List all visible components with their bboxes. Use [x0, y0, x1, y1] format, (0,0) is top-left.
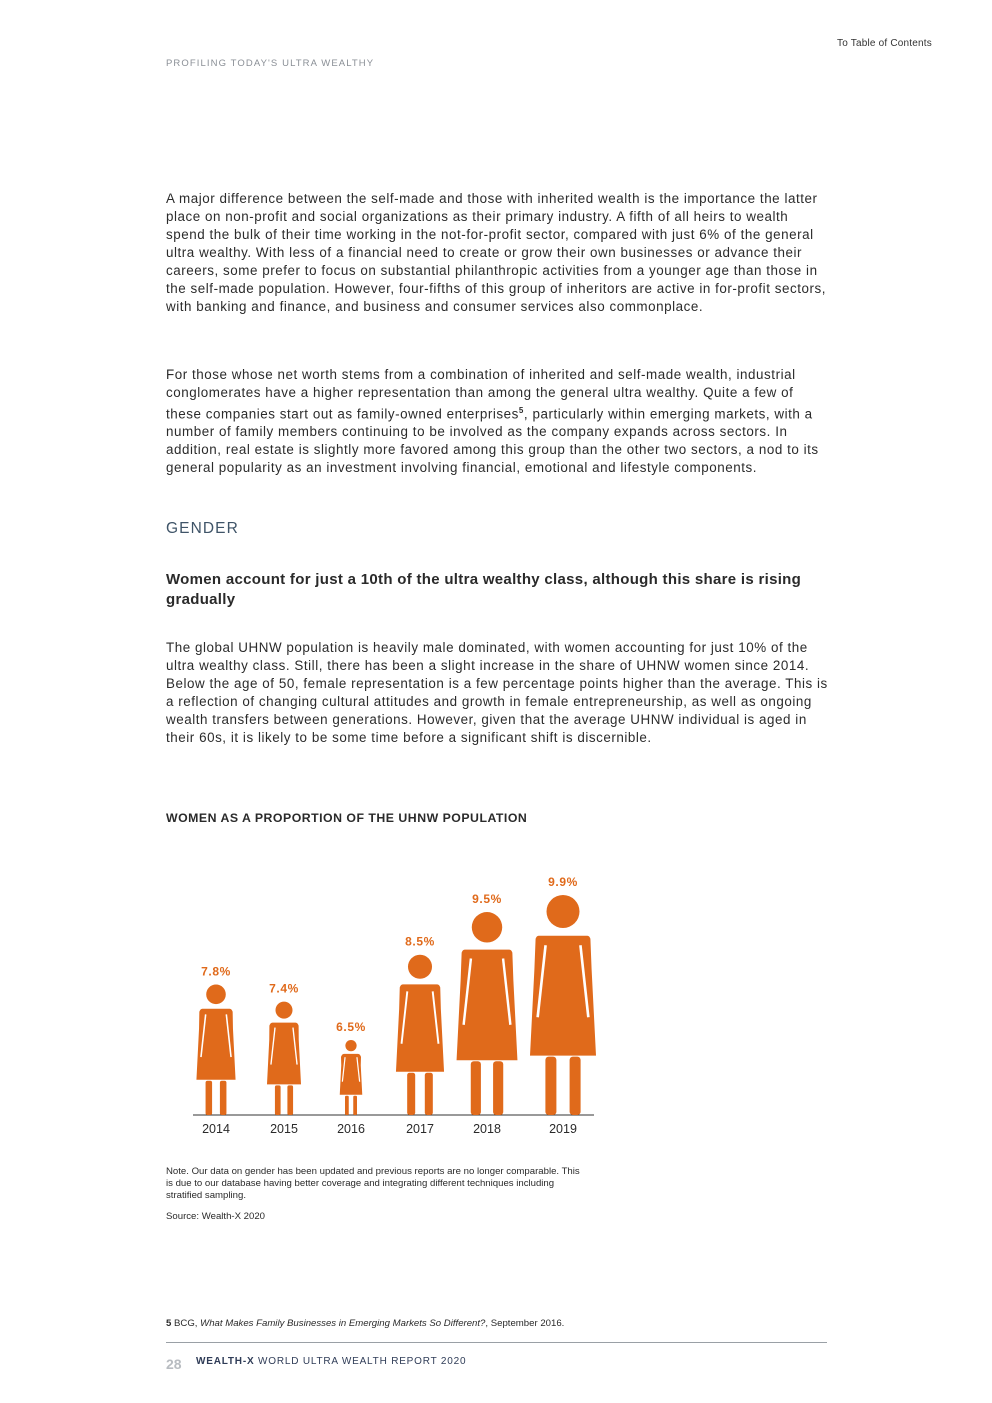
- running-header: PROFILING TODAY'S ULTRA WEALTHY: [166, 58, 375, 69]
- table-of-contents-link[interactable]: To Table of Contents: [837, 38, 932, 49]
- pictogram-leg: [471, 1061, 481, 1115]
- footnote-title: What Makes Family Businesses in Emerging Markets So Different?: [200, 1318, 486, 1329]
- body-paragraph-3: The global UHNW population is heavily male dominated, with women accounting for just 10% of the ultra wealthy class. Still, there has been a slight increase in the share of UHNW women since 2014. Below the age of 50, female representation is a few percentage points higher than the average. This is a reflection of changing cultural attitudes and growth in female entrepreneurship, as well as ongoing wealth transfers between generations. However, given that the average UHNW individual is aged in their 60s, it is likely to be some time before a significant shift is discernible.: [166, 640, 828, 745]
- year-tick-label: 2019: [549, 1122, 577, 1136]
- value-label: 7.8%: [201, 964, 231, 979]
- paragraph-2-text-a: For those whose net worth stems from a combination of inherited and self-made wealth, industrial conglomerates have a higher representation than among the general ultra wealthy. Quite a few of these companies start out as family-owned enterprises: [166, 367, 796, 422]
- year-tick-label: 2017: [406, 1122, 434, 1136]
- year-tick-label: 2014: [202, 1122, 230, 1136]
- value-label: 9.9%: [548, 875, 578, 889]
- footnote: [166, 1318, 564, 1329]
- pictogram-leg: [345, 1096, 349, 1115]
- body-paragraph-1: A major difference between the self-made and those with inherited wealth is the importance the latter place on non-profit and social organizations as their primary industry. A fifth of all heirs to wealth spend the bulk of their time working in the not-for-profit sector, compared with just 6% of the general ultra wealthy. With less of a financial need to create or grow their own businesses or advance their careers, some prefer to focus on substantial philanthropic activities from a younger age than those in the self-made population. However, four-fifths of this group of inheritors are active in for-profit sectors, with banking and finance, and business and consumer services also commonplace.: [166, 191, 827, 314]
- pictogram-head: [408, 955, 432, 979]
- chart-note: Note. Our data on gender has been updated and previous reports are no longer comparable. This is due to our database having better coverage and integrating different techniques including stratified sampling.: [166, 1166, 580, 1201]
- section-subheading: Women account for just a 10th of the ultra wealthy class, although this share is rising gradually: [166, 571, 802, 608]
- footnote-date: , September 2016.: [485, 1318, 565, 1329]
- pictogram-leg: [220, 1081, 227, 1115]
- section-heading-gender: GENDER: [166, 520, 239, 537]
- year-tick-label: 2015: [270, 1122, 298, 1136]
- chart-title: WOMEN AS A PROPORTION OF THE UHNW POPULATION: [166, 811, 528, 825]
- footnote-author: BCG,: [174, 1318, 201, 1329]
- pictogram-head: [275, 1002, 292, 1019]
- pictogram-leg: [275, 1085, 281, 1115]
- pictogram-woman-2017: [396, 935, 444, 1136]
- pictogram-leg: [407, 1073, 415, 1115]
- pictogram-leg: [425, 1073, 433, 1115]
- pictogram-head: [472, 912, 502, 942]
- pictogram-leg: [570, 1057, 581, 1115]
- footnote-reference[interactable]: 5: [518, 406, 524, 415]
- page-number: 28: [166, 1356, 182, 1372]
- value-label: 6.5%: [336, 1020, 366, 1034]
- footer-brand: WEALTH-X: [196, 1356, 255, 1367]
- pictogram-leg: [545, 1057, 556, 1115]
- year-tick-label: 2016: [337, 1122, 365, 1136]
- value-label: 7.4%: [269, 981, 299, 996]
- pictogram-woman-2018: [457, 892, 518, 1136]
- year-tick-label: 2018: [473, 1122, 501, 1136]
- footer-report-title: [196, 1356, 466, 1367]
- pictogram-leg: [493, 1061, 503, 1115]
- footer-divider: [166, 1342, 827, 1343]
- pictogram-head: [345, 1040, 356, 1051]
- value-label: 9.5%: [472, 892, 502, 907]
- value-label: 8.5%: [405, 934, 435, 949]
- women-proportion-pictogram-chart: [180, 850, 610, 1150]
- pictogram-woman-2015: [267, 982, 301, 1136]
- pictogram-woman-2016: [336, 1020, 366, 1136]
- pictogram-leg: [353, 1096, 357, 1115]
- pictogram-leg: [206, 1081, 213, 1115]
- pictogram-head: [547, 895, 580, 928]
- pictogram-woman-2019: [530, 875, 596, 1136]
- pictogram-woman-2014: [196, 965, 235, 1136]
- paragraph-2-text-b: , particularly within emerging markets, with a number of family members continuing to be involved as the company expands across sectors. In addition, real estate is slightly more favored among this group than the other two sectors, a nod to its general popularity as an investment involving financial, emotional and lifestyle components.: [166, 406, 819, 476]
- chart-source: Source: Wealth-X 2020: [166, 1211, 266, 1222]
- body-paragraph-2: [166, 366, 828, 477]
- footnote-number: 5: [166, 1318, 172, 1329]
- pictogram-head: [206, 985, 226, 1005]
- footer-report-name: WORLD ULTRA WEALTH REPORT 2020: [254, 1356, 467, 1367]
- pictogram-leg: [287, 1085, 293, 1115]
